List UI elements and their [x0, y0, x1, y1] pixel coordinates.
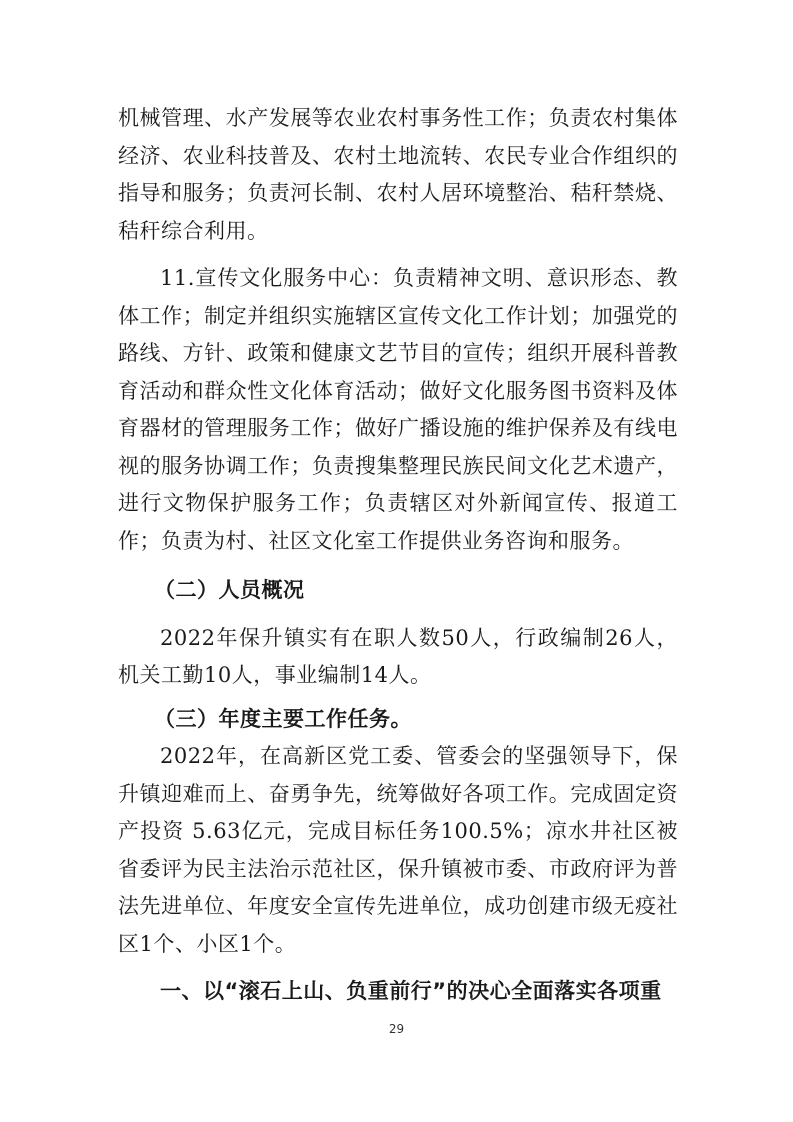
document-body: [118, 100, 678, 1011]
heading-staff-overview: （二）人员概况: [154, 578, 305, 602]
paragraph-culture-center: 11.宣传文化服务中心：负责精神文明、意识形态、教体工作；制定并组织实施辖区宣传文化工作计划；加强党的路线、方针、政策和健康文艺节目的宣传；组织开展科普教育活动和群众性文化体育活动；做好文化服务图书资料及体育器材的管理服务工作；做好广播设施的维护保养及有线电视的服务协调工作；负责搜集整理民族民间文化艺术遗产，进行文物保护服务工作；负责辖区对外新闻宣传、报道工作；负责为村、社区文化室工作提供业务咨询和服务。: [118, 266, 678, 553]
paragraph-staff-numbers: 2022年保升镇实有在职人数50人，行政编制26人，机关工勤10人，事业编制14人。: [118, 625, 678, 687]
page-number: 29: [388, 1022, 405, 1036]
heading-section-one: 一、以“滚石上山、负重前行”的决心全面落实各项重: [160, 979, 662, 1003]
heading-annual-tasks: （三）年度主要工作任务。: [154, 706, 412, 731]
paragraph-annual-summary: 2022年，在高新区党工委、管委会的坚强领导下，保升镇迎难而上、奋勇争先，统筹做好各项工作。完成固定资产投资 5.63亿元，完成目标任务100.5%；凉水井社区被省委评为民主法治示范社区，保升镇被市委、市政府评为普法先进单位、年度安全宣传先进单位，成功创建市级无疫社区1个、小区1个。: [118, 744, 678, 956]
paragraph-agriculture-duties: 机械管理、水产发展等农业农村事务性工作；负责农村集体经济、农业科技普及、农村土地流转、农民专业合作组织的指导和服务；负责河长制、农村人居环境整治、秸秆禁烧、秸秆综合利用。: [118, 106, 678, 243]
